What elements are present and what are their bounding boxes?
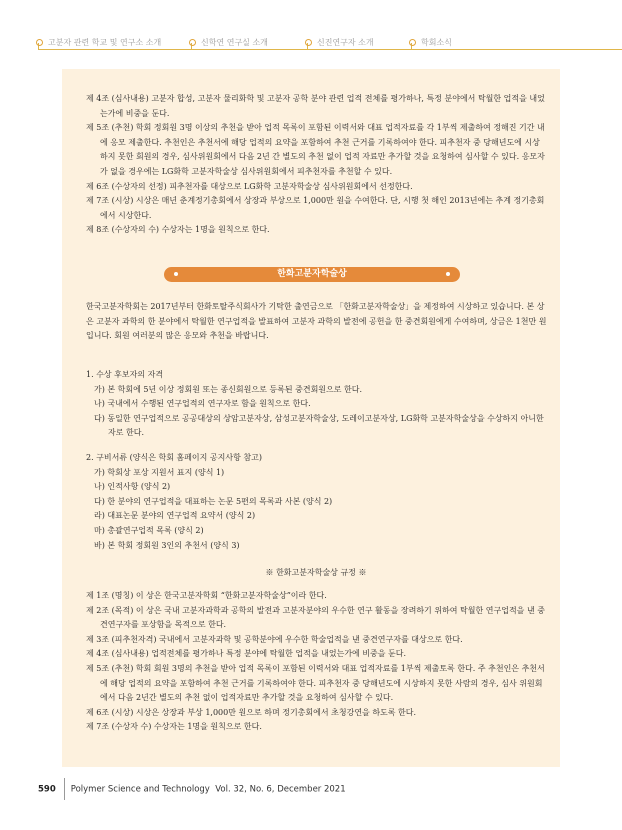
page-footer [38,778,346,800]
nav-item-label: 신진연구자 소개 [317,38,374,47]
list-item: 가) 본 학회에 5년 이상 정회원 또는 종신회원으로 등록된 중견회원으로 한다. [94,384,363,394]
nav-item-labs[interactable] [189,37,268,48]
nav-item-label: 고분자 관련 학교 및 연구소 소개 [48,38,162,47]
nav-item-label: 학회소식 [421,38,452,47]
list-item: 나) 인적사항 (양식 2) [94,482,171,492]
rule-article: 제 4조 (심사내용) 고분자 합성, 고분자 물리화학 및 고분자 공학 분야 관련 업적 전체를 평가하나, 특정 분야에서 탁월한 업적을 내었는가에 비중을 둔다. [86,94,545,118]
list-item: 라) 대표논문 분야의 연구업적 요약서 (양식 2) [94,511,256,521]
section-heading: 2. 구비서류 (양식은 학회 홈페이지 공지사항 참고) [86,453,262,462]
rule-article: 제 3조 (피추천자격) 국내에서 고분자과학 및 공학분야에 우수한 학술업적을 낸 중견연구자를 대상으로 한다. [86,634,463,644]
bullet-dot-icon [446,272,450,276]
list-item: 다) 한 분야의 연구업적을 대표하는 논문 5편의 목록과 사본 (양식 2) [94,496,333,506]
hanwha-award-rules [86,589,546,735]
rule-article: 제 5조 (추천) 학회 회원 3명의 추천을 받아 업적 목록이 포함된 이력서와 대표 업적자료를 1부씩 제출토록 한다. 주 추천인은 추천서에 해당 업적의 요약을 포함하여 추천 근거를 기록하여야 한다. 피추천자 중 당해년도에 시상하지 못한 사람의 경우, 심사 위원회에서 다음 2년간 별도의 추천 없이 업적자료만 추가할 것을 요청하여 심사할 수 있다. [86,663,545,703]
journal-name: Polymer Science and Technology [70,784,210,795]
page-number: 590 [38,784,56,795]
circle-bullet-icon [189,39,196,46]
nav-item-schools[interactable] [36,37,161,48]
section-banner [164,267,460,282]
section-heading: 1. 수상 후보자의 자격 [86,370,164,379]
qualification-section [86,368,546,441]
circle-bullet-icon [409,39,416,46]
nav-divider-line [38,49,622,50]
circle-bullet-icon [305,39,312,46]
documents-section [86,451,546,553]
rules-heading: ※ 한화고분자학술상 규정 ※ [265,568,367,577]
banner-title: 한화고분자학술상 [277,269,347,279]
rule-article: 제 7조 (수상자 수) 수상자는 1명을 원칙으로 한다. [86,722,262,732]
footer-divider [64,778,65,800]
rule-article: 제 1조 (명칭) 이 상은 한국고분자학회 “한화고분자학술상”이라 한다. [86,591,327,600]
rule-article: 제 5조 (추천) 학회 정회원 3명 이상의 추천을 받아 업적 목록이 포함된 이력서와 대표 업적자료를 각 1부씩 제출하여 정해진 기간 내에 응모 제출한다. 추천인은 추천서에 해당 업적의 요약을 포함하여 추천 근거를 기록하여야 한다. 피추천자 중 당해년도에 시상하지 못한 회원의 경우, 심사위원회에서 다음 2년 간 별도의 추천 없이 업적 자료만 추가할 것을 요청하여 심사할 수 있다. 응모자가 없을 경우에는 LG화학 고분자학술상 심사위원회에서 피추천자를 추천할 수 있다. [86,123,545,176]
list-item: 마) 총괄연구업적 목록 (양식 2) [94,525,204,535]
journal-issue: Vol. 32, No. 6, December 2021 [215,784,346,795]
lg-award-rules [86,92,546,238]
rule-article: 제 7조 (시상) 시상은 매년 춘계정기총회에서 상장과 부상으로 1,000만 원을 수여한다. 단, 시행 첫 해인 2013년에는 추계 정기총회에서 시상한다. [86,196,545,220]
award-intro: 한국고분자학회는 2017년부터 한화토탈주식회사가 기탁한 출연금으로 「한화고분자학술상」을 제정하여 시상하고 있습니다. 본 상은 고분자 과학의 한 분야에서 탁월한 연구업적을 발표하여 고분자 과학의 발전에 공헌을 한 중견회원에게 수여하며, 상금은 1천만 원입니다. 회원 여러분의 많은 응모와 추천을 바랍니다. [86,302,547,341]
list-item: 다) 동일한 연구업적으로 공공대상의 상암고분자상, 삼성고분자학술상, 도레이고분자상, LG화학 고분자학술상을 수상하지 아니한 자로 한다. [94,413,544,438]
nav-item-researchers[interactable] [305,37,374,48]
top-navigation [0,0,622,50]
rule-article: 제 2조 (목적) 이 상은 국내 고분자과학과 공학의 발전과 고분자분야의 우수한 연구 활동을 장려하기 위하여 탁월한 연구업적을 낸 중견연구자를 포상함을 목적으로 한다. [86,605,545,630]
nav-item-news[interactable] [409,37,452,48]
rule-article: 제 6조 (수상자의 선정) 피추천자를 대상으로 LG화학 고분자학술상 심사위원회에서 선정한다. [86,181,413,191]
rule-article: 제 6조 (시상) 시상은 상장과 부상 1,000만 원으로 하며 정기총회에서 초청강연을 하도록 한다. [86,707,417,717]
rule-article: 제 8조 (수상자의 수) 수상자는 1명을 원칙으로 한다. [86,225,270,235]
rule-article: 제 4조 (심사내용) 업적전체를 평가하나 특정 분야에 탁월한 업적을 내었는가에 비중을 둔다. [86,649,407,659]
list-item: 가) 학회상 포상 지원서 표지 (양식 1) [94,467,225,477]
list-item: 바) 본 학회 정회원 3인의 추천서 (양식 3) [94,540,240,550]
nav-item-label: 신학연 연구실 소개 [201,38,268,47]
circle-bullet-icon [36,39,43,46]
list-item: 나) 국내에서 수행된 연구업적의 연구자로 함을 원칙으로 한다. [94,399,311,409]
